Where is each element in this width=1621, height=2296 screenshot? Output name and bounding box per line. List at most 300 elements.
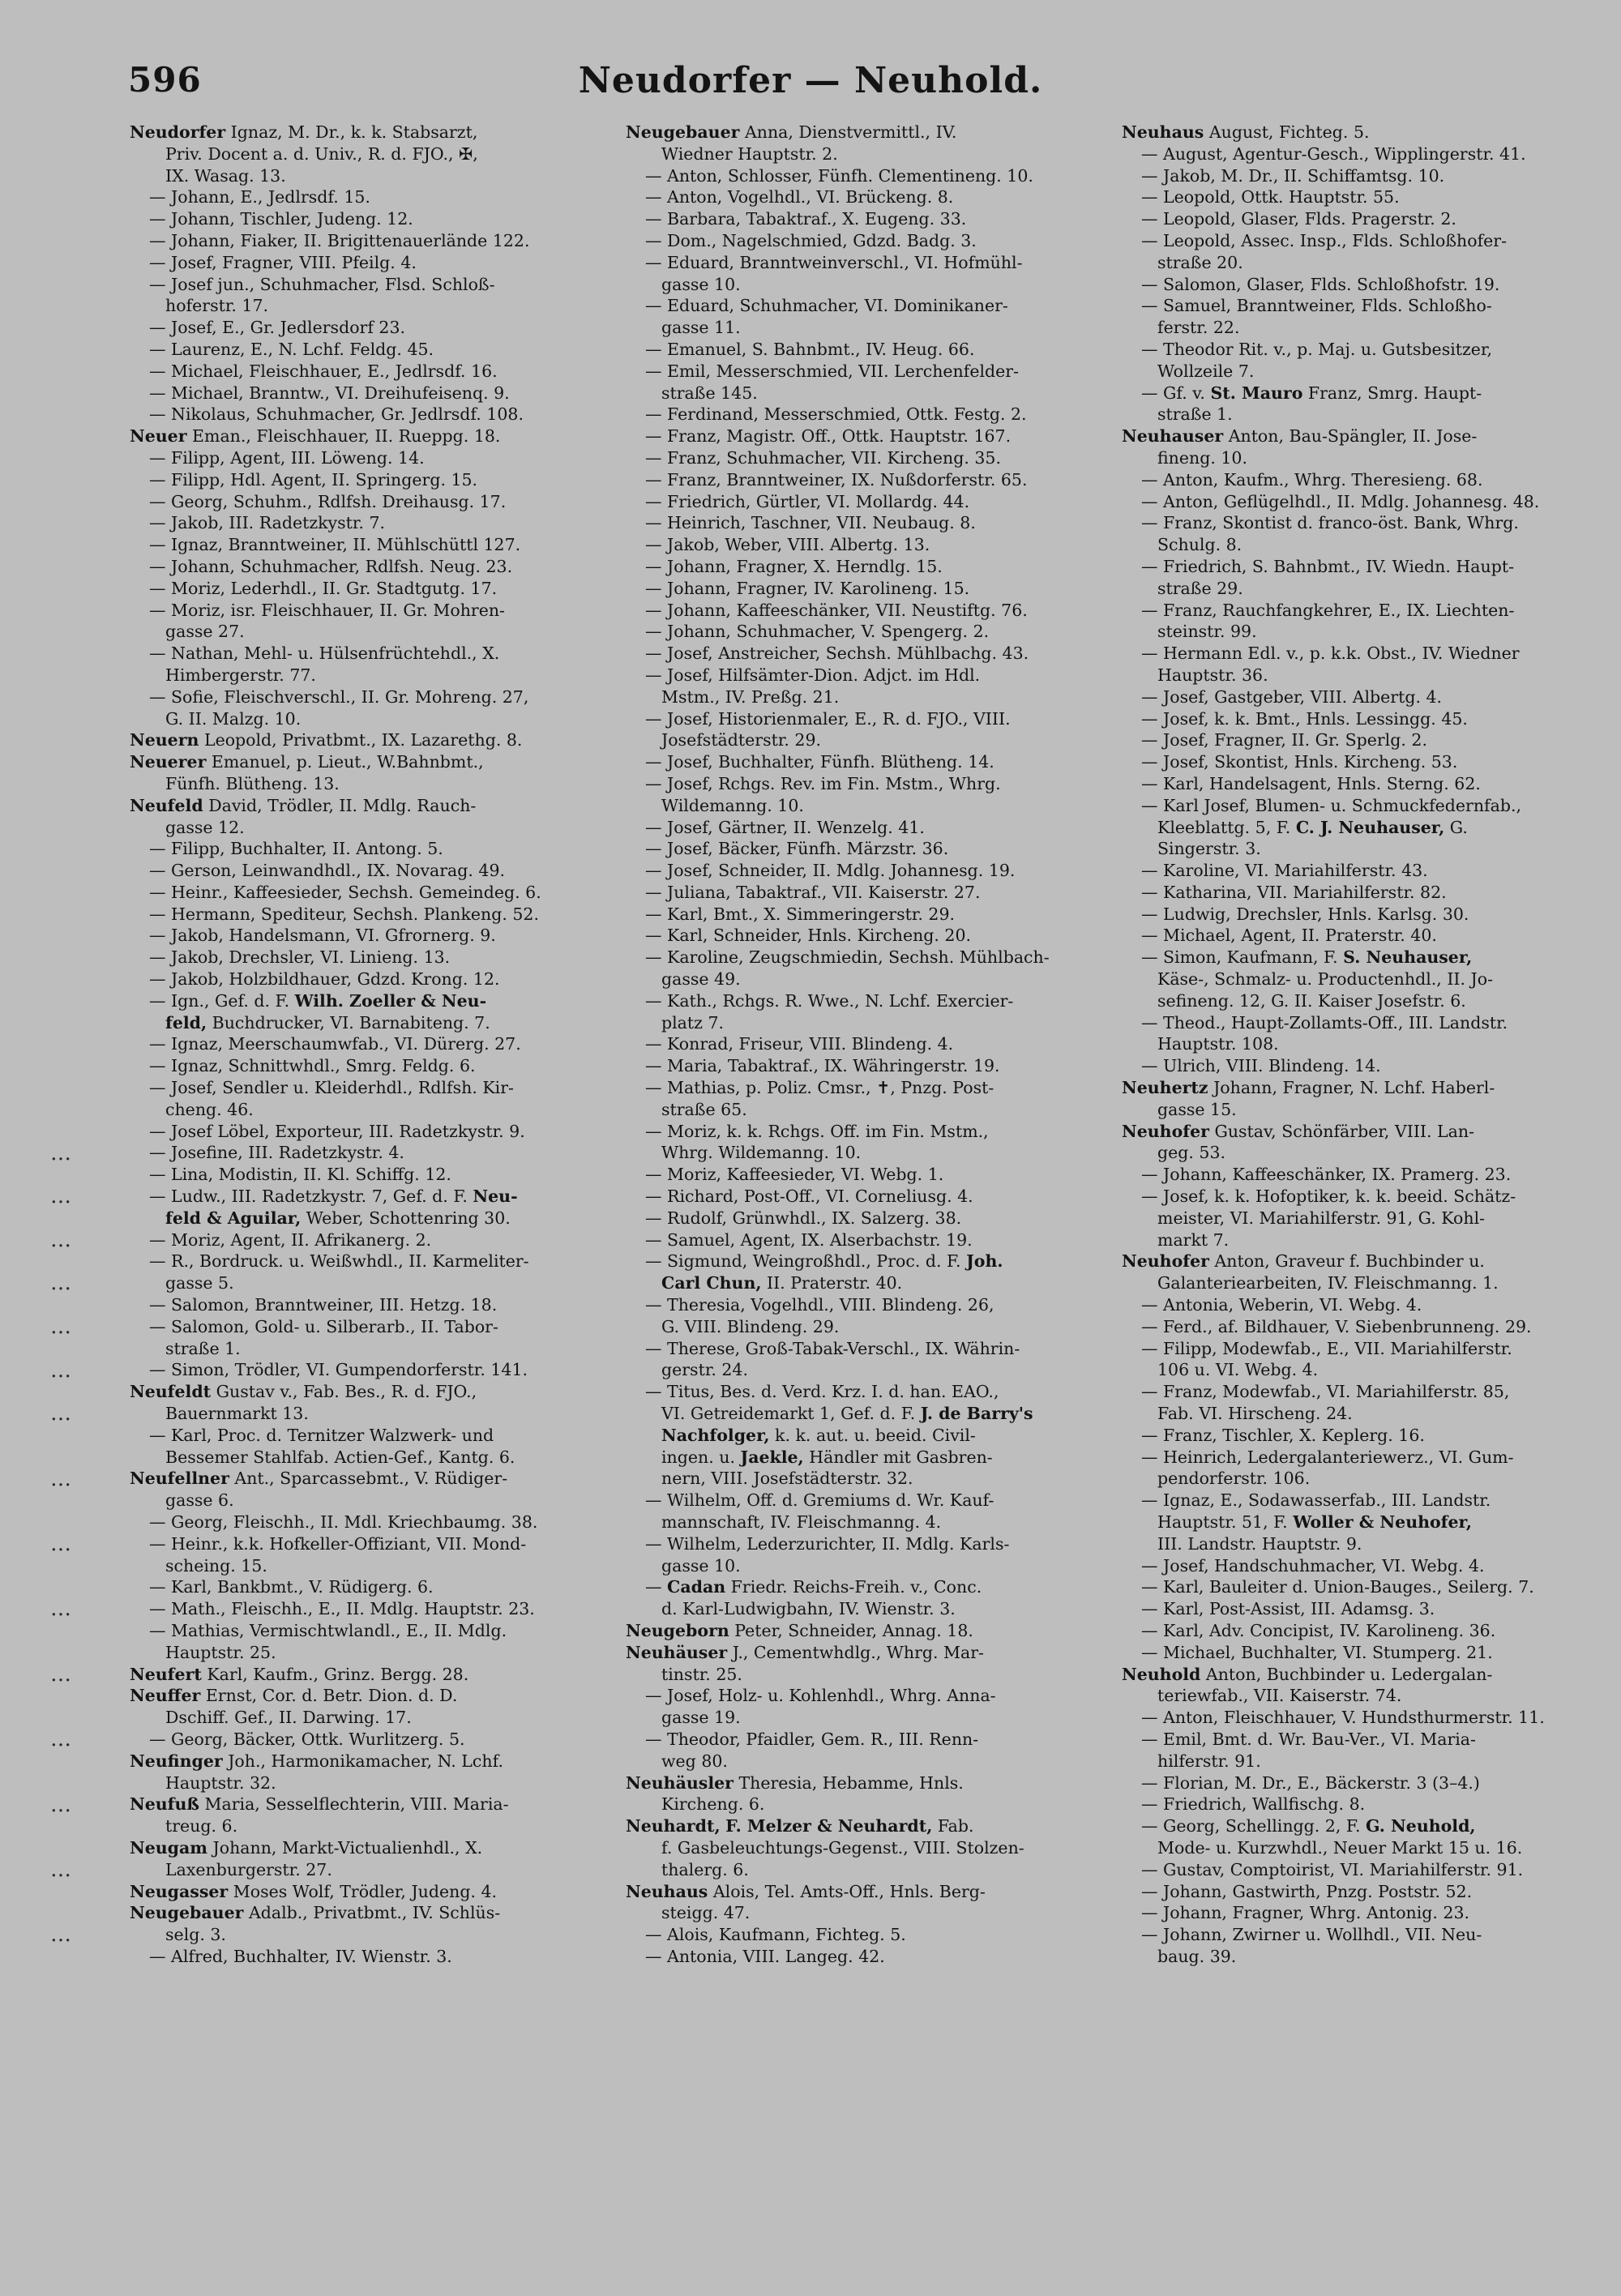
entry-text: — Josef jun., Schuhmacher, Flsd. Schloß- bbox=[149, 274, 495, 294]
entry-text: Ignaz, M. Dr., k. k. Stabsarzt, bbox=[225, 122, 478, 142]
margin-mark: … bbox=[50, 1315, 71, 1339]
entry-line bbox=[626, 1164, 1122, 1186]
entry-text: — R., Bordruck. u. Weißwhdl., II. Karmeliter- bbox=[149, 1251, 529, 1272]
entry-text: August, Fichteg. 5. bbox=[1204, 122, 1370, 142]
entry-heading-line bbox=[130, 425, 626, 447]
entry-line bbox=[626, 1033, 1122, 1055]
continuation-line bbox=[1122, 1033, 1618, 1055]
entry-text: Karl, Kaufm., Grinz. Bergg. 28. bbox=[201, 1664, 469, 1684]
entry-text: — Emanuel, S. Bahnbmt., IV. Heug. 66. bbox=[645, 339, 975, 359]
entry-text: Whrg. Wildemanng. 10. bbox=[661, 1143, 862, 1163]
continuation-line bbox=[130, 295, 626, 317]
entry-line bbox=[626, 252, 1122, 274]
entry-text: — bbox=[645, 1577, 668, 1597]
surname-key: Neufeld bbox=[130, 795, 203, 815]
continuation-line bbox=[626, 1794, 1122, 1815]
entry-line bbox=[130, 469, 626, 491]
continuation-line bbox=[130, 1447, 626, 1469]
entry-text: straße 145. bbox=[661, 383, 758, 403]
entry-heading-line bbox=[130, 1664, 626, 1686]
firm-name: F. Melzer & Neuhardt, bbox=[725, 1816, 933, 1836]
entry-line bbox=[1122, 165, 1618, 187]
continuation-line bbox=[130, 1859, 626, 1881]
firm-name: Woller & Neuhofer, bbox=[1293, 1512, 1472, 1532]
firm-name: J. de Barry's bbox=[920, 1404, 1033, 1424]
entry-line bbox=[626, 1077, 1122, 1099]
continuation-line bbox=[1122, 447, 1618, 469]
entry-heading-line bbox=[1122, 1251, 1618, 1272]
entry-text: — Josef, Fragner, II. Gr. Sperlg. 2. bbox=[1141, 730, 1427, 750]
entry-text: — Heinrich, Ledergalanteriewerz., VI. Gum- bbox=[1141, 1447, 1514, 1467]
continuation-line bbox=[130, 773, 626, 795]
entry-line bbox=[626, 773, 1122, 795]
firm-name: S. Neuhauser, bbox=[1343, 947, 1473, 968]
entry-text: — Jakob, M. Dr., II. Schiffamtsg. 10. bbox=[1141, 165, 1445, 186]
continuation-line bbox=[626, 1447, 1122, 1469]
entry-text: G. II. Malzg. 10. bbox=[165, 708, 302, 729]
entry-text: — Johann, Kaffeeschänker, VII. Neustiftg. 76. bbox=[645, 600, 1028, 620]
entry-text: Käse-, Schmalz- u. Productenhdl., II. Jo- bbox=[1157, 969, 1494, 990]
entry-text: pendorferstr. 106. bbox=[1157, 1469, 1311, 1489]
entry-line bbox=[130, 1033, 626, 1055]
entry-text: — Titus, Bes. d. Verd. Krz. I. d. han. EAO., bbox=[645, 1382, 999, 1402]
entry-text: — Karoline, VI. Mariahilferstr. 43. bbox=[1141, 861, 1428, 881]
continuation-line bbox=[1122, 1468, 1618, 1490]
entry-line bbox=[1122, 1707, 1618, 1729]
entry-line bbox=[626, 186, 1122, 208]
surname-key: Neufuß bbox=[130, 1794, 199, 1815]
entry-text: thalerg. 6. bbox=[661, 1859, 749, 1879]
entry-line bbox=[626, 1381, 1122, 1403]
entry-text: — Sofie, Fleischverschl., II. Gr. Mohreng. 27, bbox=[149, 686, 529, 707]
entry-text: — Ignaz, Branntweiner, II. Mühlschüttl 127. bbox=[149, 535, 521, 555]
entry-line bbox=[626, 882, 1122, 904]
continuation-line bbox=[130, 1012, 626, 1034]
entry-heading-line bbox=[130, 1794, 626, 1815]
entry-text: — Jakob, Weber, VIII. Albertg. 13. bbox=[645, 535, 930, 555]
continuation-line bbox=[1122, 361, 1618, 383]
entry-text: — Salomon, Glaser, Flds. Schloßhofstr. 19. bbox=[1141, 274, 1500, 294]
surname-key: Neufert bbox=[130, 1664, 202, 1684]
continuation-line bbox=[1122, 1272, 1618, 1294]
entry-text: sefineng. 12, G. II. Kaiser Josefstr. 6. bbox=[1157, 990, 1466, 1011]
entry-line bbox=[130, 1121, 626, 1143]
surname-key: Neufinger bbox=[130, 1751, 223, 1771]
entry-line bbox=[626, 1251, 1122, 1272]
entry-text: Johann, Markt-Victualienhdl., X. bbox=[207, 1837, 483, 1858]
surname-key: Neuhofer bbox=[1122, 1121, 1209, 1141]
entry-text: — Karoline, Zeugschmiedin, Sechsh. Mühlbach- bbox=[645, 947, 1050, 968]
margin-mark: … bbox=[50, 1922, 71, 1948]
entry-line bbox=[1122, 1794, 1618, 1815]
entry-line bbox=[130, 1294, 626, 1316]
margin-mark: … bbox=[50, 1532, 71, 1556]
entry-text: — Moriz, isr. Fleischhauer, II. Gr. Mohren- bbox=[149, 600, 505, 620]
entry-text: — Mathias, Vermischtwlandl., E., II. Mdlg. bbox=[149, 1620, 507, 1640]
continuation-line bbox=[626, 143, 1122, 165]
entry-text: — Lina, Modistin, II. Kl. Schiffg. 12. bbox=[149, 1165, 451, 1185]
entry-text: — Josefine, III. Radetzkystr. 4. bbox=[149, 1143, 404, 1163]
entry-line bbox=[626, 751, 1122, 773]
entry-line bbox=[1122, 1012, 1618, 1034]
entry-text: Wollzeile 7. bbox=[1157, 361, 1255, 381]
entry-line bbox=[1122, 882, 1618, 904]
entry-line bbox=[130, 1251, 626, 1272]
entry-heading-line bbox=[130, 1381, 626, 1403]
entry-text: Bessemer Stahlfab. Actien-Gef., Kantg. 6. bbox=[165, 1447, 515, 1467]
surname-key: Neudorfer bbox=[130, 122, 226, 142]
entry-text: III. Landstr. Hauptstr. 9. bbox=[1157, 1533, 1362, 1554]
continuation-line bbox=[130, 665, 626, 686]
entry-text: ferstr. 22. bbox=[1157, 318, 1240, 338]
entry-text: — Salomon, Branntweiner, III. Hetzg. 18. bbox=[149, 1295, 498, 1315]
entry-text: nern, VIII. Josefstädterstr. 32. bbox=[661, 1469, 913, 1489]
entry-line bbox=[626, 925, 1122, 947]
entry-text: — Friedrich, Wallfischg. 8. bbox=[1141, 1794, 1366, 1815]
continuation-line bbox=[626, 1859, 1122, 1881]
entry-line bbox=[1122, 1881, 1618, 1903]
entry-text: — Ludw., III. Radetzkystr. 7, Gef. d. F. bbox=[149, 1186, 473, 1207]
entry-text: selg. 3. bbox=[165, 1925, 226, 1945]
entry-text: J., Cementwhdlg., Whrg. Mar- bbox=[727, 1642, 984, 1662]
continuation-line bbox=[1122, 1946, 1618, 1968]
entry-line bbox=[626, 1186, 1122, 1208]
entry-text: weg 80. bbox=[661, 1751, 728, 1771]
entry-line bbox=[130, 404, 626, 425]
surname-key: Neuhauser bbox=[1122, 426, 1224, 447]
entry-text: — Konrad, Friseur, VIII. Blindeng. 4. bbox=[645, 1034, 954, 1054]
entry-heading-line bbox=[130, 1881, 626, 1903]
entry-text: — Hermann, Spediteur, Sechsh. Plankeng. 52. bbox=[149, 904, 539, 924]
entry-line bbox=[1122, 339, 1618, 361]
entry-line bbox=[1122, 491, 1618, 513]
entry-line bbox=[626, 230, 1122, 252]
entry-line bbox=[626, 1576, 1122, 1598]
entry-text: — Josef, Skontist, Hnls. Kircheng. 53. bbox=[1141, 752, 1458, 772]
entry-text: steinstr. 99. bbox=[1157, 622, 1257, 642]
firm-name: feld, bbox=[165, 1012, 207, 1033]
entry-line bbox=[626, 165, 1122, 187]
continuation-line bbox=[1122, 1751, 1618, 1772]
entry-line bbox=[130, 556, 626, 578]
entry-text: — Juliana, Tabaktraf., VII. Kaiserstr. 27. bbox=[645, 882, 981, 902]
entry-text: straße 65. bbox=[661, 1099, 747, 1119]
continuation-line bbox=[130, 708, 626, 730]
entry-text: ingen. u. bbox=[661, 1447, 741, 1467]
continuation-line bbox=[130, 1924, 626, 1946]
entry-text: — Alfred, Buchhalter, IV. Wienstr. 3. bbox=[149, 1946, 452, 1966]
entry-text: — Emil, Messerschmied, VII. Lerchenfelder- bbox=[645, 361, 1019, 381]
entry-text: Weber, Schottenring 30. bbox=[301, 1208, 511, 1228]
entry-line bbox=[1122, 643, 1618, 665]
entry-line bbox=[130, 1229, 626, 1251]
entry-text: baug. 39. bbox=[1157, 1946, 1237, 1966]
firm-name: Nachfolger, bbox=[661, 1425, 770, 1445]
entry-text: — Michael, Agent, II. Praterstr. 40. bbox=[1141, 926, 1437, 946]
entry-line bbox=[1122, 795, 1618, 817]
entry-text: — Karl, Schneider, Hnls. Kircheng. 20. bbox=[645, 926, 972, 946]
entry-line bbox=[1122, 1338, 1618, 1360]
entry-text: — Franz, Modewfab., VI. Mariahilferstr. 85, bbox=[1141, 1382, 1510, 1402]
entry-text: — Josef, Schneider, II. Mdlg. Johannesg. 19. bbox=[645, 861, 1016, 881]
entry-heading-line bbox=[130, 1751, 626, 1772]
entry-line bbox=[626, 860, 1122, 882]
entry-line bbox=[130, 838, 626, 860]
entry-line bbox=[626, 1729, 1122, 1751]
entry-line bbox=[130, 534, 626, 556]
entry-line bbox=[626, 1338, 1122, 1360]
entry-line bbox=[130, 578, 626, 600]
entry-text: — Josef, Anstreicher, Sechsh. Mühlbachg. 43. bbox=[645, 643, 1029, 664]
entry-line bbox=[626, 1229, 1122, 1251]
entry-text: — Florian, M. Dr., E., Bäckerstr. 3 (3–4.) bbox=[1141, 1772, 1480, 1793]
entry-text: 106 u. VI. Webg. 4. bbox=[1157, 1360, 1319, 1380]
entry-text: — Leopold, Assec. Insp., Flds. Schloßhofer- bbox=[1141, 230, 1508, 250]
continuation-line bbox=[1122, 578, 1618, 600]
entry-line bbox=[626, 361, 1122, 383]
entry-text: — Ferdinand, Messerschmied, Ottk. Festg. 2. bbox=[645, 404, 1027, 425]
entry-line bbox=[1122, 230, 1618, 252]
column-2 bbox=[626, 122, 1122, 1968]
entry-text: — Simon, Kaufmann, F. bbox=[1141, 947, 1344, 968]
entry-text: — Dom., Nagelschmied, Gdzd. Badg. 3. bbox=[645, 230, 977, 250]
entry-text: — Theresia, Vogelhdl., VIII. Blindeng. 26, bbox=[645, 1295, 994, 1315]
margin-mark: … bbox=[50, 1597, 71, 1622]
entry-text: — Josef, Handschuhmacher, VI. Webg. 4. bbox=[1141, 1555, 1485, 1576]
continuation-line bbox=[1122, 1533, 1618, 1555]
firm-name: Carl Chun, bbox=[661, 1273, 762, 1293]
entry-text: — Samuel, Agent, IX. Alserbachstr. 19. bbox=[645, 1229, 973, 1250]
entry-text: straße 29. bbox=[1157, 578, 1243, 598]
entry-text: — Anton, Fleischhauer, V. Hundsthurmerstr. 11. bbox=[1141, 1708, 1545, 1728]
entry-text: Ernst, Cor. d. Betr. Dion. d. D. bbox=[200, 1686, 458, 1706]
entry-text: straße 1. bbox=[1157, 404, 1233, 425]
entry-line bbox=[626, 1685, 1122, 1707]
entry-line bbox=[1122, 1186, 1618, 1208]
entry-text: — Nathan, Mehl- u. Hülsenfrüchtehdl., X. bbox=[149, 643, 500, 664]
surname-key: Neuern bbox=[130, 730, 199, 750]
entry-text: Hauptstr. 25. bbox=[165, 1642, 276, 1662]
entry-text: gasse 19. bbox=[661, 1708, 741, 1728]
entry-text: — Franz, Rauchfangkehrer, E., IX. Liechten- bbox=[1141, 600, 1515, 620]
firm-name: Cadan bbox=[667, 1577, 726, 1597]
entry-line bbox=[130, 860, 626, 882]
entry-text: Peter, Schneider, Annag. 18. bbox=[729, 1620, 973, 1640]
entry-text: Ant., Sparcassebmt., V. Rüdiger- bbox=[229, 1469, 508, 1489]
entry-line bbox=[1122, 925, 1618, 947]
surname-key: Neugebauer bbox=[626, 122, 740, 142]
entry-text: — Franz, Schuhmacher, VII. Kircheng. 35. bbox=[645, 447, 1001, 468]
entry-text: — Georg, Fleischh., II. Mdl. Kriechbaumg. 38. bbox=[149, 1512, 538, 1532]
continuation-line bbox=[1122, 1685, 1618, 1707]
entry-text: — Filipp, Agent, III. Löweng. 14. bbox=[149, 447, 425, 468]
margin-mark: … bbox=[50, 1792, 71, 1817]
entry-line bbox=[130, 1055, 626, 1077]
surname-key: Neuhertz bbox=[1122, 1078, 1208, 1098]
entry-text: — Karl Josef, Blumen- u. Schmuckfedernfab., bbox=[1141, 795, 1522, 815]
entry-line bbox=[1122, 729, 1618, 751]
entry-text: gasse 27. bbox=[165, 622, 245, 642]
entry-text: — Johann, Schuhmacher, V. Spengerg. 2. bbox=[645, 622, 990, 642]
entry-text: — Antonia, VIII. Langeg. 42. bbox=[645, 1946, 885, 1966]
entry-text: Hauptstr. 108. bbox=[1157, 1034, 1279, 1054]
entry-line bbox=[130, 643, 626, 665]
continuation-line bbox=[1122, 1208, 1618, 1229]
entry-line bbox=[1122, 1164, 1618, 1186]
entry-text: — Josef, Sendler u. Kleiderhdl., Rdlfsh. Kir- bbox=[149, 1078, 514, 1098]
entry-text: — Josef, Fragner, VIII. Pfeilg. 4. bbox=[149, 252, 417, 272]
margin-mark: … bbox=[50, 1271, 71, 1296]
surname-key: Neufeldt bbox=[130, 1382, 212, 1402]
entry-text: — Karl, Bmt., X. Simmeringerstr. 29. bbox=[645, 904, 956, 924]
entry-text: — Karl, Adv. Concipist, IV. Karolineng. 36. bbox=[1141, 1620, 1496, 1640]
entry-text: — Alois, Kaufmann, Fichteg. 5. bbox=[645, 1925, 906, 1945]
entry-text: — Moriz, Agent, II. Afrikanerg. 2. bbox=[149, 1229, 432, 1250]
entry-line bbox=[130, 339, 626, 361]
entry-line bbox=[1122, 1576, 1618, 1598]
entry-text: — Samuel, Branntweiner, Flds. Schloßho- bbox=[1141, 296, 1492, 316]
entry-text: — Ulrich, VIII. Blindeng. 14. bbox=[1141, 1056, 1381, 1076]
entry-text: — Franz, Skontist d. franco-öst. Bank, Whrg. bbox=[1141, 513, 1519, 533]
continuation-line bbox=[1122, 1837, 1618, 1859]
entry-line bbox=[626, 817, 1122, 839]
entry-text: Maria, Sesselflechterin, VIII. Maria- bbox=[199, 1794, 509, 1815]
entry-line bbox=[626, 1294, 1122, 1316]
entry-text: — Eduard, Schuhmacher, VI. Dominikaner- bbox=[645, 296, 1008, 316]
entry-text: — Johann, Fragner, Whrg. Antonig. 23. bbox=[1141, 1903, 1470, 1923]
entry-heading-line bbox=[130, 122, 626, 143]
entry-text: — Therese, Groß-Tabak-Verschl., IX. Währin- bbox=[645, 1338, 1020, 1358]
entry-text: — Theodor Rit. v., p. Maj. u. Gutsbesitzer, bbox=[1141, 339, 1493, 359]
entry-text: Mstm., IV. Preßg. 21. bbox=[661, 686, 840, 707]
entry-line bbox=[1122, 1620, 1618, 1642]
entry-line bbox=[626, 643, 1122, 665]
entry-text: David, Trödler, II. Mdlg. Rauch- bbox=[203, 795, 477, 815]
firm-name: Wilh. Zoeller & Neu- bbox=[294, 990, 487, 1011]
continuation-line bbox=[626, 1012, 1122, 1034]
entry-line bbox=[130, 447, 626, 469]
entry-line bbox=[1122, 1859, 1618, 1881]
continuation-line bbox=[626, 729, 1122, 751]
entry-text: — Laurenz, E., N. Lchf. Feldg. 45. bbox=[149, 339, 434, 359]
continuation-line bbox=[130, 1642, 626, 1664]
entry-text: treug. 6. bbox=[165, 1816, 238, 1836]
entry-text: — Josef, Holz- u. Kohlenhdl., Whrg. Anna- bbox=[645, 1686, 996, 1706]
continuation-line bbox=[626, 1403, 1122, 1425]
continuation-line bbox=[626, 1837, 1122, 1859]
entry-heading-line bbox=[130, 1837, 626, 1859]
entry-text: — Friedrich, Gürtler, VI. Mollardg. 44. bbox=[645, 491, 970, 511]
entry-text: — Johann, Kaffeeschänker, IX. Pramerg. 23. bbox=[1141, 1165, 1512, 1185]
entry-text: — Ignaz, Meerschaumwfab., VI. Dürerg. 27. bbox=[149, 1034, 521, 1054]
entry-text: II. Praterstr. 40. bbox=[761, 1273, 903, 1293]
margin-mark: … bbox=[50, 1140, 71, 1165]
entry-text: Hauptstr. 51, F. bbox=[1157, 1512, 1294, 1532]
entry-text: hoferstr. 17. bbox=[165, 296, 269, 316]
entry-text: Schulg. 8. bbox=[1157, 535, 1242, 555]
entry-line bbox=[130, 383, 626, 404]
margin-mark: … bbox=[50, 1661, 71, 1687]
entry-line bbox=[1122, 600, 1618, 622]
continuation-line bbox=[626, 686, 1122, 708]
entry-text: Friedr. Reichs-Freih. v., Conc. bbox=[725, 1577, 982, 1597]
entry-line bbox=[1122, 1772, 1618, 1794]
entry-text: Adalb., Privatbmt., IV. Schlüs- bbox=[243, 1903, 501, 1923]
entry-text: — Johann, Zwirner u. Wollhdl., VII. Neu- bbox=[1141, 1925, 1482, 1945]
entry-text: — Barbara, Tabaktraf., X. Eugeng. 33. bbox=[645, 209, 967, 229]
entry-heading-line bbox=[1122, 1121, 1618, 1143]
entry-text: — Simon, Trödler, VI. Gumpendorferstr. 141. bbox=[149, 1360, 528, 1380]
entry-text: — Wilhelm, Lederzurichter, II. Mdlg. Karls- bbox=[645, 1533, 1010, 1554]
entry-text: — Josef, k. k. Bmt., Hnls. Lessingg. 45. bbox=[1141, 708, 1468, 729]
entry-line bbox=[130, 1164, 626, 1186]
entry-text: geg. 53. bbox=[1157, 1143, 1226, 1163]
entry-line bbox=[626, 534, 1122, 556]
entry-text: k. k. aut. u. beeid. Civil- bbox=[769, 1425, 976, 1445]
entry-line bbox=[1122, 1642, 1618, 1664]
entry-text: Anton, Graveur f. Buchbinder u. bbox=[1208, 1251, 1485, 1272]
entry-text: — Salomon, Gold- u. Silberarb., II. Tabor- bbox=[149, 1316, 498, 1336]
continuation-line bbox=[130, 1272, 626, 1294]
continuation-line bbox=[130, 165, 626, 187]
entry-text: — Josef, Rchgs. Rev. im Fin. Mstm., Whrg. bbox=[645, 773, 1001, 793]
entry-text: — Emil, Bmt. d. Wr. Bau-Ver., VI. Maria- bbox=[1141, 1729, 1476, 1749]
entry-line bbox=[130, 968, 626, 990]
entry-text: — Maria, Tabaktraf., IX. Währingerstr. 19. bbox=[645, 1056, 1000, 1076]
entry-text: Josefstädterstr. 29. bbox=[661, 730, 822, 750]
entry-line bbox=[626, 491, 1122, 513]
entry-heading-line bbox=[130, 1902, 626, 1924]
entry-text: Eman., Fleischhauer, II. Rueppg. 18. bbox=[186, 426, 501, 447]
entry-text: — Rudolf, Grünwhdl., IX. Salzerg. 38. bbox=[645, 1208, 962, 1228]
entry-text: cheng. 46. bbox=[165, 1099, 254, 1119]
entry-line bbox=[130, 252, 626, 274]
entry-text: — Jakob, Holzbildhauer, Gdzd. Krong. 12. bbox=[149, 969, 500, 990]
entry-line bbox=[130, 925, 626, 947]
surname-key: Neuhäuser bbox=[626, 1642, 728, 1662]
entry-text: — Franz, Magistr. Off., Ottk. Hauptstr. 167. bbox=[645, 426, 1012, 447]
entry-text: Moses Wolf, Trödler, Judeng. 4. bbox=[228, 1881, 498, 1901]
surname-key: Neuffer bbox=[130, 1686, 201, 1706]
entry-line bbox=[130, 1598, 626, 1620]
entry-text: — Heinr., k.k. Hofkeller-Offiziant, VII. Mond- bbox=[149, 1533, 527, 1554]
entry-line bbox=[130, 361, 626, 383]
continuation-line bbox=[130, 1403, 626, 1425]
entry-text: straße 20. bbox=[1157, 252, 1243, 272]
entry-text: gasse 15. bbox=[1157, 1099, 1237, 1119]
entry-line bbox=[130, 1077, 626, 1099]
entry-heading-line bbox=[1122, 122, 1618, 143]
entry-text: — Eduard, Branntweinverschl., VI. Hofmühl- bbox=[645, 252, 1023, 272]
entry-line bbox=[626, 295, 1122, 317]
entry-text: — Leopold, Ottk. Hauptstr. 55. bbox=[1141, 187, 1400, 207]
entry-text: gasse 49. bbox=[661, 969, 741, 990]
entry-line bbox=[626, 469, 1122, 491]
entry-line bbox=[1122, 751, 1618, 773]
surname-key: Neuhold bbox=[1122, 1664, 1201, 1684]
continuation-line bbox=[130, 1208, 626, 1229]
continuation-line bbox=[1122, 1511, 1618, 1533]
entry-text: G. VIII. Blindeng. 29. bbox=[661, 1316, 840, 1336]
entry-line bbox=[1122, 904, 1618, 926]
entry-line bbox=[1122, 773, 1618, 795]
entry-heading-line bbox=[1122, 425, 1618, 447]
margin-mark: … bbox=[50, 1227, 71, 1252]
entry-text: Alois, Tel. Amts-Off., Hnls. Berg- bbox=[708, 1881, 986, 1901]
entry-heading-line bbox=[626, 1772, 1122, 1794]
entry-line bbox=[130, 317, 626, 339]
entry-text: — Johann, Schuhmacher, Rdlfsh. Neug. 23. bbox=[149, 556, 513, 576]
